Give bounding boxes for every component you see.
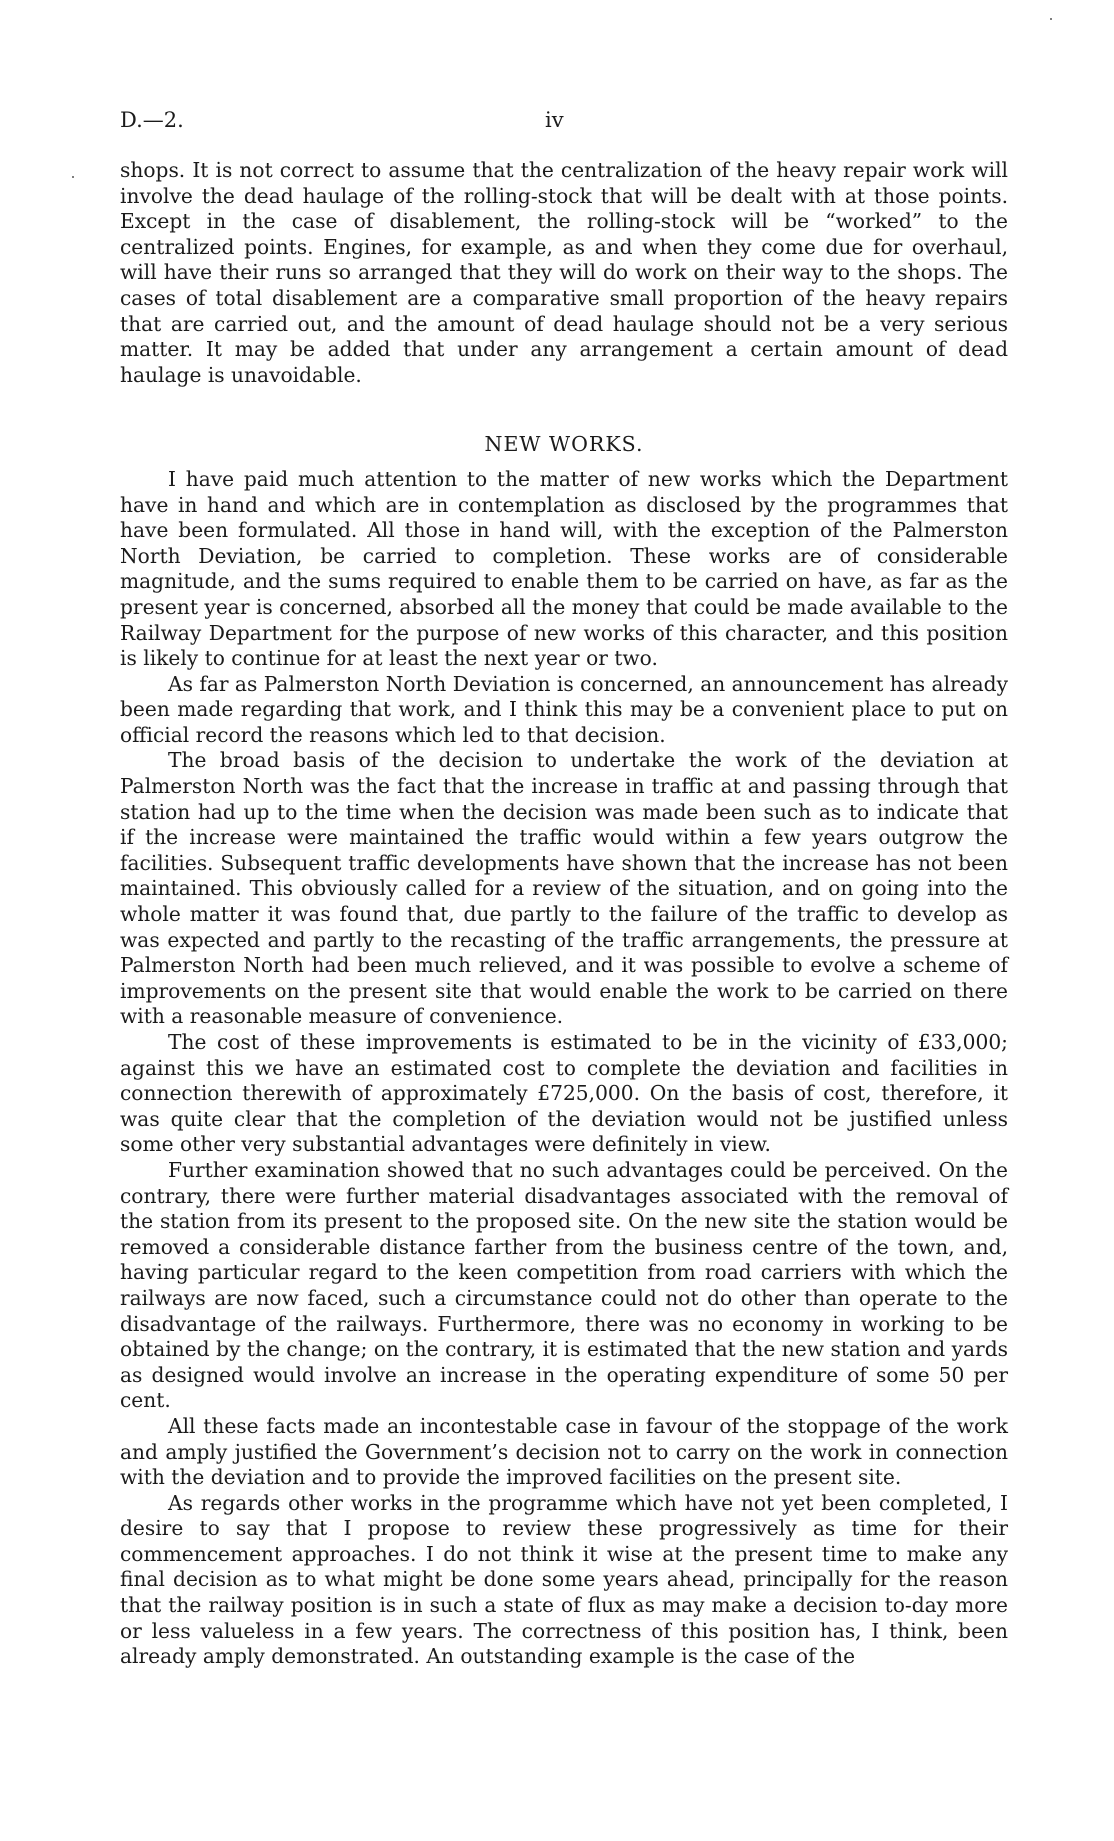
paragraph-new-works-intro: I have paid much attention to the matter of new works which the Department have in hand and which are in contemplation as disclosed by the programmes that have been formulated. All those in hand will, with the exception of the Palmerston North Deviation, be carried to completion. These works are of considerable magnitude, and the sums required to enable them to be carried on have, as far as the present year is concerned, absorbed all the money that could be made available to the Railway Department for the purpose of new works of this character, and this position is likely to continue for at least the next year or two. [120, 466, 1008, 671]
paragraph-palmerston-announcement: As far as Palmerston North Deviation is concerned, an announcement has already been made regarding that work, and I think this may be a convenient place to put on official record the reasons which led to that decision. [120, 671, 1008, 747]
page-body [120, 158, 1008, 1670]
paragraph-cost-comparison: The cost of these improvements is estimated to be in the vicinity of £33,000; against this we have an estimated cost to complete the deviation and facilities in connection therewith of approximately £725,000. On the basis of cost, therefore, it was quite clear that the completion of the deviation would not be justified unless some other very substantial advantages were definitely in view. [120, 1030, 1008, 1157]
paragraph-other-works: As regards other works in the programme which have not yet been completed, I desire to say that I propose to review these progressively as time for their commencement approaches. I do not think it wise at the present time to make any final decision as to what might be done some years ahead, principally for the reason that the railway position is in such a state of flux as may make a decision to-day more or less valueless in a few years. The correctness of this position has, I think, been already amply demonstrated. An outstanding example is the case of the [120, 1490, 1008, 1669]
paragraph-government-decision: All these facts made an incontestable case in favour of the stoppage of the work and amply justified the Government’s decision not to carry on the work in connection with the deviation and to provide the improved facilities on the present site. [120, 1413, 1008, 1490]
section-heading: NEW WORKS. [484, 432, 644, 457]
page-number: iv [545, 108, 564, 132]
page-header [120, 108, 1010, 138]
continuation-paragraph: shops. It is not correct to assume that the centralization of the heavy repair work will involve the dead haulage of the rolling-stock that will be dealt with at those points. Except in the case of disablement, the rolling-stock will be “worked” to the centralized points. Engines, for example, as and when they come due for overhaul, will have their runs so arranged that they will do work on their way to the shops. The cases of total disablement are a comparative small proportion of the heavy repairs that are carried out, and the amount of dead haulage should not be a very serious matter. It may be added that under any arrangement a certain amount of dead haulage is unavoidable. [120, 158, 1008, 387]
document-reference: D.—2. [120, 108, 184, 132]
paragraph-deviation-basis: The broad basis of the decision to undertake the work of the deviation at Palmerston North was the fact that the increase in traffic at and passing through that station had up to the time when the decision was made been such as to indicate that if the increase were maintained the traffic would within a few years outgrow the facilities. Subsequent traffic developments have shown that the increase has not been maintained. This obviously called for a review of the situation, and on going into the whole matter it was found that, due partly to the failure of the traffic to develop as was expected and partly to the recasting of the traffic arrangements, the pressure at Palmerston North had been much relieved, and it was possible to evolve a scheme of improvements on the present site that would enable the work to be carried on there with a reasonable measure of convenience. [120, 748, 1008, 1029]
scan-speck [72, 176, 74, 178]
paragraph-further-examination: Further examination showed that no such advantages could be perceived. On the contrary, there were further material disadvantages associated with the removal of the station from its present to the proposed site. On the new site the station would be removed a considerable distance farther from the business centre of the town, and, having particular regard to the keen competition from road carriers with which the railways are now faced, such a circumstance could not do other than operate to the disadvantage of the railways. Furthermore, there was no economy in working to be obtained by the change; on the contrary, it is estimated that the new station and yards as designed would involve an increase in the operating expenditure of some 50 per cent. [120, 1157, 1008, 1413]
scan-speck [1050, 18, 1052, 20]
